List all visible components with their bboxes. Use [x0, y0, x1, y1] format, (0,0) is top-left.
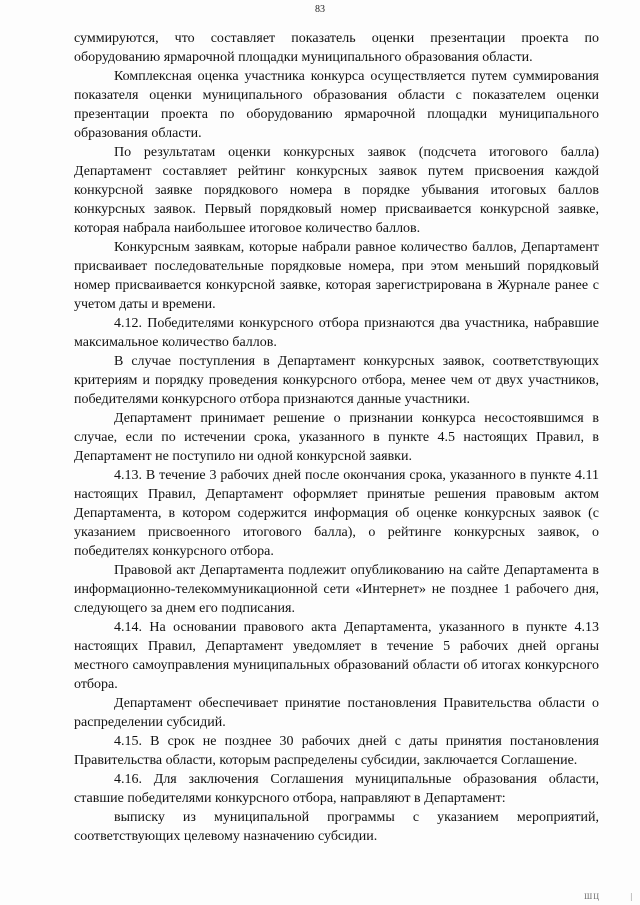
paragraph-4-16: 4.16. Для заключения Соглашения муниципальные образования области, ставшие победителями конкурсного отбора, направляют в Департамент: — [74, 772, 599, 806]
paragraph-complex-assessment: Комплексная оценка участника конкурса осуществляется путем суммирования показателя оценки муниципального образования области с показателем оценки презентации проекта по оборудованию ярмарочной площадки муниципального образования области. — [74, 69, 599, 141]
paragraph-4-14: 4.14. На основании правового акта Департамента, указанного в пункте 4.13 настоящих Правил, Департамент уведомляет в течение 5 рабочих дней органы местного самоуправления муниципальных образований области об итогах конкурсного отбора. — [74, 620, 599, 692]
footer-mark: ШЦ — [584, 892, 600, 901]
paragraph-publication: Правовой акт Департамента подлежит опубликованию на сайте Департамента в информационно-телекоммуникационной сети «Интернет» не позднее 1 рабочего дня, следующего за днем его подписания. — [74, 563, 599, 616]
paragraph-4-12: 4.12. Победителями конкурсного отбора признаются два участника, набравшие максимальное количество баллов. — [74, 316, 599, 350]
paragraph-fewer-participants: В случае поступления в Департамент конкурсных заявок, соответствующих критериям и порядку проведения конкурсного отбора, менее чем от двух участников, победителями конкурсного отбора признаются данные участники. — [74, 354, 599, 407]
paragraph-4-15: 4.15. В срок не позднее 30 рабочих дней с даты принятия постановления Правительства области, которым распределены субсидии, заключается Соглашение. — [74, 734, 599, 768]
paragraph-continuation: суммируются, что составляет показатель оценки презентации проекта по оборудованию ярмарочной площадки муниципального образования области. — [74, 31, 599, 65]
paragraph-government-resolution: Департамент обеспечивает принятие постановления Правительства области о распределении субсидий. — [74, 696, 599, 730]
paragraph-equal-scores: Конкурсным заявкам, которые набрали равное количество баллов, Департамент присваивает последовательные порядковые номера, при этом меньший порядковый номер присваивается конкурсной заявке, которая зарегистрирована в Журнале ранее с учетом даты и времени. — [74, 240, 599, 312]
paragraph-rating: По результатам оценки конкурсных заявок (подсчета итогового балла) Департамент составляет рейтинг конкурсных заявок путем присвоения каждой конкурсной заявке порядкового номера в порядке убывания итоговых баллов конкурсных заявок. Первый порядковый номер присваивается конкурсной заявке, которая набрала наибольшее итоговое количество баллов. — [74, 145, 599, 236]
paragraph-contest-failed: Департамент принимает решение о признании конкурса несостоявшимся в случае, если по истечении срока, указанного в пункте 4.5 настоящих Правил, в Департамент не поступило ни одной конкурсной заявки. — [74, 411, 599, 464]
page-number: 83 — [315, 4, 325, 15]
paragraph-4-13: 4.13. В течение 3 рабочих дней после окончания срока, указанного в пункте 4.11 настоящих Правил, Департамент оформляет принятые решения правовым актом Департамента, в котором содержится информация об оценке конкурсных заявок (с указанием присвоенного итогового балла), о рейтинге конкурсных заявок, о победителях конкурсного отбора. — [74, 468, 599, 559]
paragraph-program-extract: выписку из муниципальной программы с указанием мероприятий, соответствующих целевому назначению субсидии. — [74, 810, 599, 844]
document-body — [74, 29, 599, 846]
edge-mark: | — [630, 892, 632, 901]
